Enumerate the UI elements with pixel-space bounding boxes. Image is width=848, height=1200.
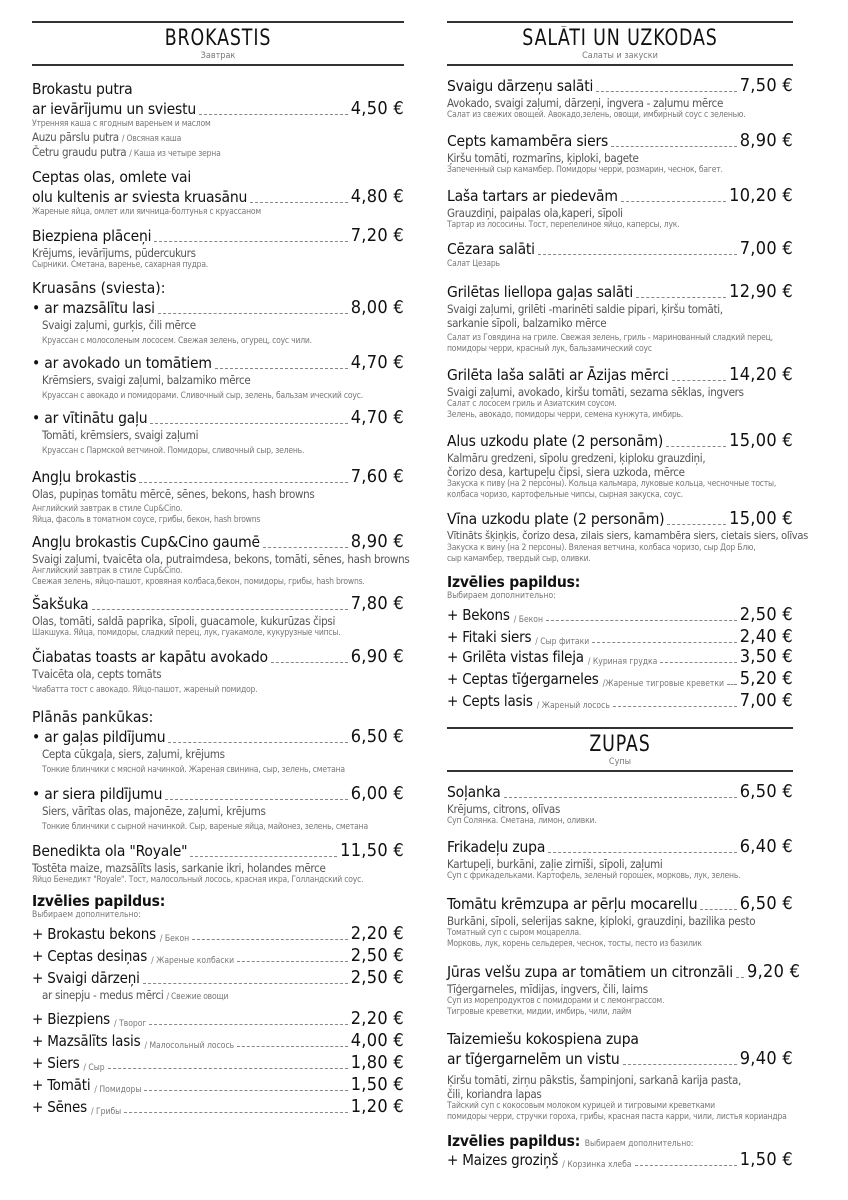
- item-name: Ceptas olas, omlete vai: [32, 168, 192, 186]
- item-name: Vīna uzkodu plate (2 personām): [447, 510, 665, 528]
- item-description-ru: Томатный суп с сыром моцарелла.: [447, 928, 582, 938]
- menu-group-pancakes: [32, 708, 404, 833]
- extra-price: 2,50 €: [350, 945, 404, 966]
- item-name-line2: olu kultenis ar sviesta kruasānu: [32, 188, 248, 206]
- menu-item[interactable]: [32, 168, 404, 218]
- item-description: Olas, tomāti, saldā paprika, sīpoli, guacamole, kukurūzas čipsi: [32, 614, 336, 628]
- dotted-leader: [215, 368, 348, 369]
- menu-item[interactable]: [32, 841, 404, 886]
- item-name: Grilēta laša salāti ar Āzijas mērci: [447, 366, 669, 384]
- item-description-ru: Салат из Говядина на гриле. Свежая зелень, гриль - маринованный сладкий перец,: [447, 333, 773, 343]
- extras-soups: [447, 1131, 793, 1170]
- menu-item[interactable]: [32, 80, 404, 160]
- item-description: Siers, vārītas olas, majonēze, zaļumi, krējums: [42, 804, 266, 818]
- item-price: 6,00 €: [350, 783, 404, 804]
- item-price: 7,20 €: [350, 225, 404, 246]
- extra-price: 2,40 €: [739, 626, 793, 647]
- item-price: 4,50 €: [350, 98, 404, 119]
- item-price: 8,90 €: [739, 130, 793, 151]
- extra-ru: / Жареный лосось: [536, 701, 610, 711]
- menu-item[interactable]: [32, 727, 404, 776]
- group-title: Plānās pankūkas:: [32, 708, 154, 726]
- extra-price: 5,20 €: [739, 668, 793, 689]
- item-description: Ķiršu tomāti, rozmarīns, ķiploki, bagete: [447, 151, 639, 165]
- item-price: 15,00 €: [729, 430, 793, 451]
- item-description: Avokado, svaigi zaļumi, dārzeņi, ingvera - zaļumu mērce: [447, 96, 724, 110]
- dotted-leader: [271, 662, 348, 663]
- extra-item[interactable]: [32, 924, 404, 944]
- extra-price: 2,20 €: [350, 923, 404, 944]
- dotted-leader: [250, 202, 348, 203]
- group-title: Kruasāns (sviesta):: [32, 279, 166, 297]
- extra-sub-ru: / Свежие овощи: [166, 992, 229, 1002]
- item-price: 9,40 €: [739, 1048, 793, 1069]
- extra-name: + Ceptas tīģergarneles: [447, 670, 599, 688]
- item-name: Soļanka: [447, 783, 501, 801]
- dotted-leader: [667, 524, 726, 525]
- extra-price: 1,50 €: [739, 1149, 793, 1170]
- menu-item[interactable]: [32, 784, 404, 833]
- item-description-ru: Чиабатта тост с авокадо. Яйцо-пашот, жареный помидор.: [32, 685, 258, 695]
- menu-item[interactable]: [447, 961, 801, 1018]
- dotted-leader: [150, 423, 347, 424]
- menu-item[interactable]: [447, 431, 793, 501]
- menu-item[interactable]: [447, 76, 793, 121]
- item-description-2: čili, koriandra lapas: [447, 1087, 542, 1101]
- item-description-ru: Тонкие блинчики с мясной начинкой. Жареная свинина, сыр, зелень, сметана: [42, 765, 345, 775]
- item-name: Angļu brokastis: [32, 468, 137, 486]
- item-description: Tvaicēta ola, cepts tomāts: [32, 667, 162, 681]
- item-description-ru-2: Яйца, фасоль в томатном соусе, грибы, бекон, hash browns: [32, 515, 261, 525]
- item-description-ru: Круассан с молосоленым лососем. Свежая зелень, огурец, соус чили.: [42, 336, 312, 346]
- item-description: Ķiršu tomāti, zirņu pākstis, šampinjoni, sarkanā karija pasta,: [447, 1073, 742, 1087]
- extra-ru: / Бекон: [159, 934, 190, 944]
- menu-item[interactable]: [32, 353, 404, 402]
- extra-ru: / Сыр фитаки: [535, 637, 590, 647]
- extra-item[interactable]: [447, 1150, 793, 1170]
- salads-soups-column: [447, 21, 808, 1172]
- extras-title: Izvēlies papildus:: [32, 892, 166, 910]
- dotted-leader: [727, 684, 737, 685]
- dotted-leader: [635, 1165, 737, 1166]
- item-name: Laša tartars ar piedevām: [447, 187, 618, 205]
- menu-item[interactable]: [447, 365, 793, 421]
- menu-item[interactable]: [447, 508, 808, 565]
- section-header-soups: [447, 727, 793, 772]
- extra-item[interactable]: [32, 946, 404, 966]
- dotted-leader: [199, 114, 348, 115]
- item-price: 12,90 €: [729, 281, 793, 302]
- item-name: • ar vītinātu gaļu: [32, 409, 148, 427]
- item-description-ru: Утренняя каша с ягодным вареньем и маслом: [32, 119, 211, 129]
- dotted-leader: [124, 1112, 347, 1113]
- item-description-ru: Суп Солянка. Сметана, лимон, оливки.: [447, 816, 597, 826]
- menu-item[interactable]: [447, 131, 793, 176]
- item-description: Svaigi zaļumi, gurķis, čili mērce: [42, 318, 196, 332]
- item-description: Tostēta maize, mazsālīts lasis, sarkanie ikri, holandes mērce: [32, 861, 326, 875]
- menu-item[interactable]: [32, 467, 404, 526]
- item-description: Burkāni, sīpoli, selerijas sakne, ķiploki, grauzdiņi, bazilika pesto: [447, 914, 756, 928]
- extra-item[interactable]: [32, 1009, 404, 1029]
- section-title: SALĀTI UN UZKODAS: [522, 26, 718, 51]
- section-subtitle: Завтрак: [200, 51, 236, 61]
- extra-name: + Mazsālīts lasis: [32, 1032, 141, 1050]
- extra-price: 3,50 €: [739, 646, 793, 667]
- extra-ru: / Жареные колбаски: [151, 956, 235, 966]
- item-description-ru: Тартар из лососины. Тост, перепелиное яйцо, каперсы, лук.: [447, 220, 680, 230]
- item-price: 6,40 €: [739, 836, 793, 857]
- item-description-ru: Сырники. Сметана, варенье, сахарная пудра.: [32, 260, 209, 270]
- section-subtitle: Салаты и закуски: [582, 51, 658, 61]
- extras-breakfast: [32, 892, 404, 1117]
- item-name: Frikadeļu zupa: [447, 838, 546, 856]
- item-description: Olas, pupiņas tomātu mērcē, sēnes, bekons, hash browns: [32, 487, 315, 501]
- menu-item[interactable]: [447, 837, 793, 882]
- item-price: 8,90 €: [350, 531, 404, 552]
- variant-name: Četru graudu putra: [32, 145, 127, 159]
- menu-item[interactable]: [447, 1030, 793, 1123]
- extra-item[interactable]: [32, 1053, 404, 1073]
- item-price: 7,00 €: [739, 238, 793, 259]
- item-name: • ar avokado un tomātiem: [32, 354, 212, 372]
- item-name: Jūras velšu zupa ar tomātiem un citronzāli: [447, 963, 733, 981]
- item-price: 7,60 €: [350, 466, 404, 487]
- extras-subtitle: Выбираем дополнительно:: [32, 910, 141, 920]
- item-description-ru-2: сыр камамбер, твердый сыр, оливки.: [447, 554, 591, 564]
- item-description-ru-2: колбаса чоризо, картофельные чипсы, сырная закуска, соус.: [447, 490, 683, 500]
- item-description: Krējums, citrons, olīvas: [447, 802, 561, 816]
- dotted-leader: [263, 547, 348, 548]
- menu-item[interactable]: [447, 894, 793, 950]
- section-title: BROKASTIS: [164, 26, 272, 51]
- dotted-leader: [546, 620, 737, 621]
- dotted-leader: [736, 977, 744, 978]
- menu-group-croissant: [32, 279, 404, 457]
- item-price: 8,00 €: [350, 297, 404, 318]
- extra-item[interactable]: [447, 669, 793, 689]
- item-description-ru: Салат Цезарь: [447, 259, 500, 269]
- extras-title: Izvēlies papildus:: [447, 1132, 581, 1150]
- extra-ru: / Куриная грудка: [587, 657, 658, 667]
- dotted-leader: [154, 241, 347, 242]
- dotted-leader: [660, 662, 736, 663]
- item-name: • ar mazsālītu lasi: [32, 299, 155, 317]
- item-description-ru-2: Свежая зелень, яйцо-пашот, кровяная колбаса,бекон, помидоры, грибы, hash browns.: [32, 577, 365, 587]
- item-price: 14,20 €: [729, 364, 793, 385]
- item-name: • ar gaļas pildījumu: [32, 728, 166, 746]
- extra-item[interactable]: [32, 1097, 404, 1117]
- dotted-leader: [672, 380, 727, 381]
- menu-item[interactable]: [447, 282, 793, 355]
- item-description-ru-2: Морковь, лук, корень сельдерея, чеснок, тосты, песто из базилик: [447, 939, 702, 949]
- menu-item[interactable]: [447, 186, 793, 231]
- item-description-ru: Английский завтрак в стиле Cup&Cino.: [32, 504, 183, 514]
- extra-name: + Fitaki siers: [447, 628, 532, 646]
- item-name: Šakšuka: [32, 595, 89, 613]
- extra-name: + Bekons: [447, 606, 510, 624]
- extras-salads: [447, 573, 793, 711]
- item-description-ru: Жареные яйца, омлет или яичница-болтунья с круассаном: [32, 207, 261, 217]
- dotted-leader: [144, 1090, 347, 1091]
- item-name-line2: ar tīģergarnelēm un vistu: [447, 1050, 620, 1068]
- item-description-ru: Закуска к вину (на 2 персоны). Вяленая ветчина, колбаса чоризо, сыр Дор Блю,: [447, 543, 756, 553]
- extras-subtitle: Выбираем дополнительно:: [584, 1139, 694, 1149]
- item-price: 11,50 €: [340, 840, 404, 861]
- item-description-ru-2: Зелень, авокадо, помидоры черри, семена кунжута, имбирь.: [447, 410, 684, 420]
- item-description: Tīģergarneles, mīdijas, ingvers, čili, laims: [447, 982, 648, 996]
- variant-ru: / Каша из четыре зерна: [129, 149, 221, 159]
- menu-item[interactable]: [32, 647, 404, 696]
- dotted-leader: [621, 201, 726, 202]
- dotted-leader: [158, 313, 348, 314]
- item-description-ru: Тонкие блинчики с сырной начинкой. Сыр, вареные яйца, майонез, зелень, сметана: [42, 822, 368, 832]
- item-description-ru: Запеченный сыр камамбер. Помидоры черри, розмарин, чеснок, багет.: [447, 165, 723, 175]
- item-name: • ar siera pildījumu: [32, 785, 163, 803]
- extra-ru: / Сыр: [83, 1063, 105, 1073]
- dotted-leader: [538, 254, 737, 255]
- item-price: 6,50 €: [739, 781, 793, 802]
- item-description-ru: Английский завтрак в стиле Cup&Cino.: [32, 566, 183, 576]
- section-header-breakfast: [32, 21, 404, 66]
- extras-title: Izvēlies papildus:: [447, 573, 581, 591]
- extra-name: + Siers: [32, 1054, 80, 1072]
- item-name: Cepts kamambēra siers: [447, 132, 609, 150]
- item-price: 7,80 €: [350, 593, 404, 614]
- item-description-ru: Круассан с Пармской ветчиной. Помидоры, сливочный сыр, зелень.: [42, 446, 305, 456]
- extra-subline: [32, 988, 404, 1003]
- item-name: Angļu brokastis Cup&Cino gaumē: [32, 533, 260, 551]
- dotted-leader: [149, 1024, 347, 1025]
- dotted-leader: [700, 909, 736, 910]
- extra-item[interactable]: [447, 691, 793, 711]
- dotted-leader: [92, 609, 348, 610]
- extra-price: 2,50 €: [739, 604, 793, 625]
- item-price: 7,50 €: [739, 75, 793, 96]
- extra-ru: / Бекон: [513, 615, 543, 625]
- dotted-leader: [504, 797, 737, 798]
- dotted-leader: [548, 852, 737, 853]
- item-description: Svaigi zaļumi, tvaicēta ola, putraimdesa, bekons, tomāti, sēnes, hash browns: [32, 552, 410, 566]
- item-description-ru: Суп из морепродуктов с помидорами и с лемонграссом.: [447, 996, 665, 1006]
- extra-name: + Biezpiens: [32, 1010, 111, 1028]
- item-price: 10,20 €: [729, 185, 793, 206]
- item-description-ru: Салат из свежих овощей. Авокадо,зелень, овощи, имбирный соус с зеленью.: [447, 110, 746, 120]
- dotted-leader: [611, 146, 737, 147]
- extra-name: + Brokastu bekons: [32, 925, 156, 943]
- extra-price: 2,50 €: [350, 967, 404, 988]
- item-description: Svaigi zaļumi, avokado, kiršu tomāti, sezama sēklas, ingvers: [447, 385, 744, 399]
- item-description: Kalmāru gredzeni, sīpolu gredzeni, ķiploku grauzdiņi,: [447, 451, 706, 465]
- item-name: Brokastu putra: [32, 80, 133, 98]
- section-header-salads: [447, 21, 793, 66]
- item-description: Svaigi zaļumi, grilēti -marinēti saldie pipari, ķiršu tomāti,: [447, 302, 723, 316]
- extra-name: + Ceptas desiņas: [32, 947, 148, 965]
- item-name: Cēzara salāti: [447, 240, 535, 258]
- dotted-leader: [596, 91, 737, 92]
- dotted-leader: [623, 1064, 737, 1065]
- item-price: 6,50 €: [739, 893, 793, 914]
- item-price: 9,20 €: [747, 961, 801, 982]
- item-description-2: sarkanie sīpoli, balzamiko mērce: [447, 316, 607, 330]
- extra-price: 2,20 €: [350, 1008, 404, 1029]
- dotted-leader: [192, 939, 348, 940]
- variant-ru: / Овсяная каша: [121, 134, 182, 144]
- item-name: Grilētas liellopa gaļas salāti: [447, 283, 634, 301]
- extra-item[interactable]: [32, 1031, 404, 1051]
- dotted-leader: [165, 799, 347, 800]
- extra-item[interactable]: [447, 647, 793, 667]
- extra-name: + Grilēta vistas fileja: [447, 648, 584, 666]
- extra-ru: / Помидоры: [94, 1085, 142, 1095]
- dotted-leader: [190, 856, 337, 857]
- extra-price: 1,20 €: [350, 1096, 404, 1117]
- menu-item[interactable]: [32, 594, 404, 639]
- item-name: Alus uzkodu plate (2 personām): [447, 432, 664, 450]
- menu-item[interactable]: [447, 239, 793, 270]
- extra-name: + Sēnes: [32, 1098, 87, 1116]
- item-description-2: čorizo desa, kartupeļu čipsi, siera uzkoda, mērce: [447, 465, 685, 479]
- item-description-ru: Круассан с авокадо и помидорами. Сливочный сыр, зелень, бальзам ический соус.: [42, 391, 363, 401]
- item-description-ru-2: помидоры черри, стручки гороха, грибы, красная паста карри, чили, листья кориандра: [447, 1112, 787, 1122]
- extra-name: + Cepts lasis: [447, 692, 533, 710]
- item-name: Tomātu krēmzupa ar pērļu mocarellu: [447, 895, 698, 913]
- extras-subtitle: Выбираем дополнительно:: [447, 591, 556, 601]
- variant: [32, 130, 404, 145]
- menu-item[interactable]: [32, 226, 404, 271]
- extra-name: + Maizes groziņš: [447, 1151, 559, 1169]
- item-name: Čiabatas toasts ar kapātu avokado: [32, 648, 268, 666]
- breakfast-column: [32, 21, 410, 1119]
- extras-title-row: [447, 1131, 793, 1150]
- item-description-ru: Закуска к пиву (на 2 персоны). Кольца кальмара, луковые кольца, чесночные тосты,: [447, 479, 777, 489]
- extra-item[interactable]: [447, 627, 793, 647]
- extra-sub: ar sinepju - medus mērci: [42, 988, 164, 1002]
- item-description: Tomāti, krēmsiers, svaigi zaļumi: [42, 428, 199, 442]
- dotted-leader: [592, 642, 737, 643]
- item-description-ru-2: Тигровые креветки, мидии, имбирь, чили, лайм: [447, 1007, 632, 1017]
- extra-price: 1,50 €: [350, 1074, 404, 1095]
- item-price: 6,90 €: [350, 646, 404, 667]
- item-description-ru: Тайский суп с кокосовым молоком курицей и тигровыми креветками: [447, 1101, 715, 1111]
- extra-item[interactable]: [447, 605, 793, 625]
- extra-price: 4,00 €: [350, 1030, 404, 1051]
- item-name: Biezpiena plāceņi: [32, 227, 152, 245]
- dotted-leader: [168, 742, 347, 743]
- dotted-leader: [139, 482, 347, 483]
- section-title: ZUPAS: [589, 732, 651, 757]
- extra-item[interactable]: [32, 968, 404, 988]
- item-price: 6,50 €: [350, 726, 404, 747]
- item-description: Kartupeļi, burkāni, zaļie zirnīši, sīpoli, zaļumi: [447, 857, 663, 871]
- item-name: Benedikta ola "Royale": [32, 842, 188, 860]
- menu-item[interactable]: [447, 782, 793, 827]
- item-description-ru: Шакшука. Яйца, помидоры, сладкий перец, лук, гуакамоле, кукурузные чипсы.: [32, 628, 341, 638]
- item-price: 15,00 €: [729, 508, 793, 529]
- item-description-ru: Яйцо Бенедикт "Royale". Тост, малосольный лосось, красная икра, Голландский соус.: [32, 875, 364, 885]
- menu-item[interactable]: [32, 408, 404, 457]
- item-description: Vītināts šķiņķis, čorizo desa, zilais siers, kamambēra siers, cietais siers, olīvas: [447, 529, 808, 542]
- extra-name: + Tomāti: [32, 1076, 91, 1094]
- dotted-leader: [666, 446, 726, 447]
- item-name: Svaigu dārzeņu salāti: [447, 77, 594, 95]
- item-price: 4,70 €: [350, 352, 404, 373]
- extra-item[interactable]: [32, 1075, 404, 1095]
- item-description: Grauzdiņi, paipalas ola,kaperi, sīpoli: [447, 206, 623, 220]
- dotted-leader: [108, 1068, 348, 1069]
- extra-price: 7,00 €: [739, 690, 793, 711]
- dotted-leader: [237, 961, 348, 962]
- dotted-leader: [613, 706, 737, 707]
- item-description: Cepta cūkgaļa, siers, zaļumi, krējums: [42, 747, 225, 761]
- variant: [32, 145, 404, 160]
- extra-name: + Svaigi dārzeņi: [32, 969, 140, 987]
- extra-ru: / Малосольный лосось: [144, 1041, 235, 1051]
- extra-ru: / Творог: [114, 1019, 147, 1029]
- extra-price: 1,80 €: [350, 1052, 404, 1073]
- dotted-leader: [143, 983, 348, 984]
- item-description: Krēmsiers, svaigi zaļumi, balzamiko mērce: [42, 373, 251, 387]
- item-name: Taizemiešu kokospiena zupa: [447, 1030, 639, 1048]
- item-price: 4,80 €: [350, 186, 404, 207]
- item-name-line2: ar ievārījumu un sviestu: [32, 100, 196, 118]
- menu-item[interactable]: [32, 531, 410, 588]
- item-description-ru-2: помидоры черри, красный лук, бальзамический соус: [447, 344, 652, 354]
- item-price: 4,70 €: [350, 407, 404, 428]
- dotted-leader: [636, 297, 726, 298]
- item-description-ru: Суп с фрикадельками. Картофель, зеленый горошек, морковь, лук, зелень.: [447, 871, 741, 881]
- extra-ru: / Корзинка хлеба: [562, 1160, 632, 1170]
- extra-ru: /Жареные тигровые креветки: [602, 679, 724, 689]
- menu-item[interactable]: [32, 298, 404, 347]
- dotted-leader: [237, 1046, 348, 1047]
- extra-ru: / Грибы: [90, 1107, 122, 1117]
- variant-name: Auzu pārslu putra: [32, 130, 119, 144]
- section-subtitle: Супы: [608, 757, 632, 767]
- item-description-ru: Салат с лососем гриль и Азиатским соусом.: [447, 399, 617, 409]
- item-description: Krējums, ievārījums, pūdercukurs: [32, 246, 196, 260]
